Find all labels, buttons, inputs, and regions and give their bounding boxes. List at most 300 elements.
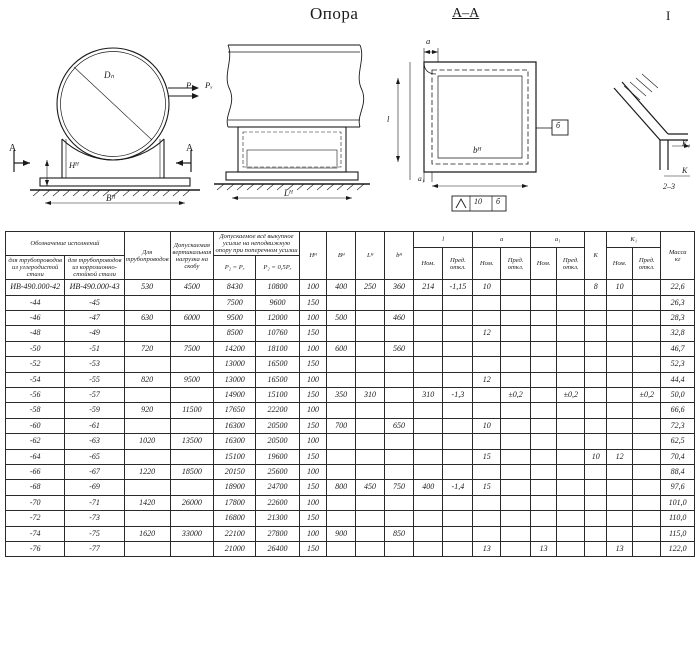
cell-c1: -64: [6, 449, 65, 464]
cell-L: [356, 526, 385, 541]
cell-mass: 88,4: [661, 464, 695, 479]
cell-K: 8: [585, 280, 607, 295]
cell-a_otk: [501, 280, 531, 295]
section-outer: [424, 62, 536, 172]
cell-l_nom: [413, 341, 443, 356]
cell-K1_otk: [633, 280, 661, 295]
cell-load: 26000: [170, 495, 214, 510]
cell-c2: -75: [65, 526, 124, 541]
cell-mass: 52,3: [661, 357, 695, 372]
cell-K1_nom: [606, 295, 632, 310]
cell-dn: 820: [124, 372, 170, 387]
base-plate: [40, 178, 190, 186]
cell-H: 100: [299, 311, 326, 326]
cell-K1_otk: [633, 357, 661, 372]
cell-K1_nom: [606, 372, 632, 387]
cell-K: [585, 341, 607, 356]
cell-a1_nom: [531, 480, 557, 495]
detail-title-i: I: [666, 8, 671, 23]
cell-l_otk: -1,15: [443, 280, 473, 295]
cell-B: [327, 403, 356, 418]
cell-K1_nom: [606, 434, 632, 449]
cell-load: [170, 449, 214, 464]
cell-a1_nom: [531, 341, 557, 356]
cell-B: 350: [327, 388, 356, 403]
cell-c1: -56: [6, 388, 65, 403]
cell-f2: 10800: [256, 280, 300, 295]
cell-a1_otk: [557, 326, 585, 341]
cell-a1_otk: [557, 372, 585, 387]
cell-a_otk: [501, 480, 531, 495]
cell-K: [585, 464, 607, 479]
label-b-bottom: bᴴ: [473, 145, 481, 155]
th-B: Bᴴ: [327, 232, 356, 280]
cell-K1_nom: [606, 326, 632, 341]
cell-a1_nom: [531, 311, 557, 326]
cell-l_nom: 400: [413, 480, 443, 495]
table-row: [6, 449, 695, 464]
cell-H: 100: [299, 526, 326, 541]
cell-H: 100: [299, 464, 326, 479]
cell-l_nom: [413, 511, 443, 526]
cell-c2: -73: [65, 511, 124, 526]
cell-c1: -54: [6, 372, 65, 387]
cell-dn: [124, 480, 170, 495]
cell-c1: -66: [6, 464, 65, 479]
cell-b: [384, 541, 413, 556]
cell-a1_nom: 13: [531, 541, 557, 556]
th-steel-corr: для трубопроводов из коррозионно-стойкой стали: [65, 256, 124, 280]
label-a-top: а: [426, 36, 431, 46]
cell-a_otk: [501, 495, 531, 510]
cell-c2: -77: [65, 541, 124, 556]
cell-a_nom: 10: [473, 418, 501, 433]
cell-a1_otk: [557, 526, 585, 541]
table-row: [6, 388, 695, 403]
cell-a_nom: [473, 511, 501, 526]
cell-B: [327, 511, 356, 526]
cell-f1: 7500: [214, 295, 256, 310]
cell-b: 650: [384, 418, 413, 433]
table-row: [6, 357, 695, 372]
cell-K1_nom: [606, 388, 632, 403]
cell-l_nom: [413, 464, 443, 479]
th-mass: [661, 232, 695, 280]
cell-f2: 20500: [256, 418, 300, 433]
cell-dn: 720: [124, 341, 170, 356]
th-force-c2: P₂ = 0,5Pₓ: [256, 256, 300, 280]
th-a-nom: Ном.: [473, 248, 501, 280]
cell-a1_otk: [557, 403, 585, 418]
cell-L: [356, 357, 385, 372]
cell-a_nom: [473, 341, 501, 356]
cell-a1_nom: [531, 434, 557, 449]
cell-H: 150: [299, 511, 326, 526]
label-h: Hᴴ: [69, 160, 79, 170]
cell-dn: 1420: [124, 495, 170, 510]
cell-a_nom: 13: [473, 541, 501, 556]
cell-mass: 62,5: [661, 434, 695, 449]
cell-K1_nom: [606, 480, 632, 495]
cell-a_otk: [501, 403, 531, 418]
label-weld-mark: б: [496, 197, 501, 206]
cell-c2: -45: [65, 295, 124, 310]
cell-a1_otk: [557, 311, 585, 326]
cell-b: 850: [384, 526, 413, 541]
cell-a1_otk: [557, 480, 585, 495]
cell-K1_nom: 10: [606, 280, 632, 295]
cell-l_nom: [413, 434, 443, 449]
cell-K: [585, 403, 607, 418]
cell-c2: -51: [65, 341, 124, 356]
cell-f1: 17650: [214, 403, 256, 418]
cell-a_nom: [473, 357, 501, 372]
cell-c1: -76: [6, 541, 65, 556]
cell-c1: -50: [6, 341, 65, 356]
table-row: [6, 511, 695, 526]
table-row: [6, 418, 695, 433]
cell-f2: 9600: [256, 295, 300, 310]
th-dn-text: Для трубопроводов: [125, 248, 169, 263]
cell-a_otk: [501, 449, 531, 464]
cell-b: [384, 434, 413, 449]
cell-l_nom: [413, 541, 443, 556]
cell-a1_nom: [531, 526, 557, 541]
cell-a_otk: [501, 357, 531, 372]
cell-a_otk: [501, 295, 531, 310]
th-dn: [124, 232, 170, 280]
cell-B: [327, 372, 356, 387]
table-row: [6, 341, 695, 356]
cell-K: [585, 511, 607, 526]
cell-load: [170, 357, 214, 372]
cell-L: [356, 449, 385, 464]
cell-b: [384, 326, 413, 341]
cell-dn: [124, 295, 170, 310]
cell-l_otk: -1,4: [443, 480, 473, 495]
cell-K1_nom: [606, 341, 632, 356]
cell-load: [170, 511, 214, 526]
cell-mass: 115,0: [661, 526, 695, 541]
cell-a_otk: [501, 341, 531, 356]
cell-K1_nom: [606, 357, 632, 372]
cell-f2: 16500: [256, 357, 300, 372]
cell-K1_otk: [633, 326, 661, 341]
cell-f2: 25600: [256, 464, 300, 479]
cell-B: [327, 541, 356, 556]
cell-l_otk: [443, 418, 473, 433]
cell-a1_otk: [557, 418, 585, 433]
cell-K1_otk: [633, 511, 661, 526]
label-px: Pₓ: [205, 80, 213, 90]
cell-a1_nom: [531, 326, 557, 341]
cell-c2: -67: [65, 464, 124, 479]
cell-c1: -74: [6, 526, 65, 541]
cell-K1_otk: [633, 526, 661, 541]
technical-drawing: [0, 0, 700, 231]
cell-K1_nom: [606, 495, 632, 510]
cell-f2: 19600: [256, 449, 300, 464]
cell-L: 450: [356, 480, 385, 495]
cell-mass: 110,0: [661, 511, 695, 526]
cell-a1_otk: [557, 341, 585, 356]
cell-L: [356, 495, 385, 510]
cell-K: [585, 388, 607, 403]
cell-c1: ИВ-490.000-42: [6, 280, 65, 295]
cell-L: [356, 464, 385, 479]
th-L: Lᴴ: [356, 232, 385, 280]
cell-l_otk: [443, 326, 473, 341]
cell-f1: 16300: [214, 418, 256, 433]
cell-c1: -52: [6, 357, 65, 372]
pipe-outer-circle: [57, 48, 169, 160]
cell-l_otk: [443, 341, 473, 356]
label-weld-size: 10: [474, 197, 482, 206]
cell-l_nom: [413, 357, 443, 372]
label-k1-detail: K₁: [682, 139, 691, 148]
cell-a_otk: [501, 541, 531, 556]
cell-a1_otk: [557, 511, 585, 526]
cell-f1: 18900: [214, 480, 256, 495]
cell-dn: [124, 511, 170, 526]
cell-a1_otk: [557, 295, 585, 310]
cell-f1: 9500: [214, 311, 256, 326]
cell-c2: ИВ-490.000-43: [65, 280, 124, 295]
cell-b: [384, 464, 413, 479]
cell-c2: -55: [65, 372, 124, 387]
th-l: l: [413, 232, 472, 248]
cell-a_nom: [473, 388, 501, 403]
cell-mass: 44,4: [661, 372, 695, 387]
cell-c2: -71: [65, 495, 124, 510]
cell-K1_nom: [606, 311, 632, 326]
label-detail-ref: 2–3: [663, 182, 675, 191]
cell-mass: 66,6: [661, 403, 695, 418]
cell-a_nom: [473, 295, 501, 310]
cell-mass: 32,8: [661, 326, 695, 341]
cell-a1_otk: [557, 449, 585, 464]
cell-H: 150: [299, 326, 326, 341]
cell-dn: 1220: [124, 464, 170, 479]
cell-b: [384, 449, 413, 464]
cell-dn: [124, 388, 170, 403]
cell-a_nom: [473, 495, 501, 510]
th-l-otkl: Пред. откл.: [443, 248, 473, 280]
cell-B: 700: [327, 418, 356, 433]
table-row: [6, 403, 695, 418]
cell-l_otk: [443, 311, 473, 326]
cell-K1_nom: [606, 526, 632, 541]
cell-f2: 26400: [256, 541, 300, 556]
cell-K1_otk: [633, 449, 661, 464]
table-row: [6, 495, 695, 510]
cell-K1_otk: [633, 434, 661, 449]
cell-load: [170, 388, 214, 403]
cell-K1_nom: 12: [606, 449, 632, 464]
cell-l_otk: [443, 511, 473, 526]
cell-L: [356, 341, 385, 356]
cell-b: 560: [384, 341, 413, 356]
cell-a1_nom: [531, 357, 557, 372]
cell-b: 750: [384, 480, 413, 495]
cell-b: [384, 295, 413, 310]
cell-c2: -47: [65, 311, 124, 326]
cell-f1: 17800: [214, 495, 256, 510]
cell-mass: 72,3: [661, 418, 695, 433]
cell-l_nom: 214: [413, 280, 443, 295]
cell-a_nom: 10: [473, 280, 501, 295]
cell-B: [327, 449, 356, 464]
cell-load: [170, 480, 214, 495]
cell-l_nom: [413, 311, 443, 326]
cell-f2: 24700: [256, 480, 300, 495]
cell-H: 100: [299, 434, 326, 449]
cell-L: [356, 403, 385, 418]
cell-f2: 10760: [256, 326, 300, 341]
cell-l_nom: [413, 403, 443, 418]
table-row: [6, 295, 695, 310]
cell-f1: 22100: [214, 526, 256, 541]
cell-a1_otk: ±0,2: [557, 388, 585, 403]
cell-l_otk: [443, 464, 473, 479]
cell-K1_otk: [633, 372, 661, 387]
cell-K1_otk: [633, 464, 661, 479]
cell-a1_nom: [531, 449, 557, 464]
cell-L: 250: [356, 280, 385, 295]
cell-a_nom: 12: [473, 326, 501, 341]
cell-K1_otk: [633, 480, 661, 495]
cell-H: 150: [299, 357, 326, 372]
th-oboznach: Обозначение исполнений: [6, 232, 125, 256]
cell-f2: 18100: [256, 341, 300, 356]
cell-dn: [124, 449, 170, 464]
cell-L: [356, 311, 385, 326]
cell-L: [356, 326, 385, 341]
cell-f1: 8430: [214, 280, 256, 295]
cell-B: [327, 357, 356, 372]
cell-l_otk: [443, 495, 473, 510]
cell-f1: 16800: [214, 511, 256, 526]
cell-K1_otk: [633, 418, 661, 433]
cell-a_nom: [473, 403, 501, 418]
cell-a1_otk: [557, 434, 585, 449]
cell-mass: 46,7: [661, 341, 695, 356]
cell-K: [585, 372, 607, 387]
cell-a1_otk: [557, 495, 585, 510]
cell-H: 100: [299, 341, 326, 356]
label-l-side: l: [387, 114, 390, 124]
cell-B: [327, 464, 356, 479]
th-force-c1: P₂ = Pₓ: [214, 256, 256, 280]
cell-L: [356, 541, 385, 556]
cell-K: 10: [585, 449, 607, 464]
cell-load: 13500: [170, 434, 214, 449]
cell-f2: 22600: [256, 495, 300, 510]
cell-dn: 630: [124, 311, 170, 326]
cell-a1_nom: [531, 372, 557, 387]
cell-load: 6000: [170, 311, 214, 326]
cell-c1: -62: [6, 434, 65, 449]
cell-c2: -49: [65, 326, 124, 341]
th-a1-nom: Ном.: [531, 248, 557, 280]
cell-l_otk: [443, 526, 473, 541]
section-mark-a-left: А: [9, 143, 17, 154]
cell-b: [384, 357, 413, 372]
cell-load: [170, 418, 214, 433]
cell-K1_nom: [606, 418, 632, 433]
cell-b: [384, 403, 413, 418]
cell-a1_nom: [531, 280, 557, 295]
cell-b: [384, 511, 413, 526]
cell-b: [384, 495, 413, 510]
cell-dn: [124, 541, 170, 556]
cell-load: 9500: [170, 372, 214, 387]
cell-dn: 1020: [124, 434, 170, 449]
th-load: [170, 232, 214, 280]
cell-c1: -48: [6, 326, 65, 341]
cell-K1_otk: [633, 403, 661, 418]
label-b: Bᴴ: [106, 193, 115, 203]
cell-mass: 122,0: [661, 541, 695, 556]
th-a1-otkl: Пред. откл.: [557, 248, 585, 280]
label-l: Lᴴ: [284, 188, 293, 198]
cell-a_otk: ±0,2: [501, 388, 531, 403]
cell-H: 150: [299, 480, 326, 495]
cell-l_nom: [413, 526, 443, 541]
cell-K1_otk: [633, 311, 661, 326]
cell-a_nom: [473, 464, 501, 479]
th-K: K: [585, 232, 607, 280]
cell-dn: [124, 357, 170, 372]
cell-dn: 1620: [124, 526, 170, 541]
cell-c2: -65: [65, 449, 124, 464]
cell-a1_otk: [557, 541, 585, 556]
cell-f2: 21300: [256, 511, 300, 526]
cell-B: 500: [327, 311, 356, 326]
cell-c2: -69: [65, 480, 124, 495]
cell-f1: 21000: [214, 541, 256, 556]
cell-load: [170, 295, 214, 310]
cell-dn: [124, 418, 170, 433]
section-title-aa: А–А: [452, 6, 480, 21]
th-a-otkl: Пред. откл.: [501, 248, 531, 280]
cell-c2: -53: [65, 357, 124, 372]
cell-a1_nom: [531, 403, 557, 418]
cell-a_otk: [501, 326, 531, 341]
cell-H: 150: [299, 449, 326, 464]
cell-K: [585, 357, 607, 372]
label-k-detail: K: [682, 166, 688, 175]
cell-mass: 28,3: [661, 311, 695, 326]
label-weld-flag: б: [556, 121, 561, 130]
page-title: Опора: [310, 4, 359, 23]
cell-mass: 70,4: [661, 449, 695, 464]
cell-B: [327, 295, 356, 310]
cell-c1: -44: [6, 295, 65, 310]
th-H: Hᴴ: [299, 232, 326, 280]
cell-l_nom: [413, 372, 443, 387]
cell-load: [170, 541, 214, 556]
cell-l_otk: [443, 541, 473, 556]
cell-K: [585, 326, 607, 341]
cell-c2: -63: [65, 434, 124, 449]
cell-l_nom: [413, 326, 443, 341]
cell-L: [356, 295, 385, 310]
cell-f1: 15100: [214, 449, 256, 464]
cell-mass: 50,0: [661, 388, 695, 403]
label-a1-bottom: a₁: [418, 174, 425, 183]
cell-a1_otk: [557, 280, 585, 295]
